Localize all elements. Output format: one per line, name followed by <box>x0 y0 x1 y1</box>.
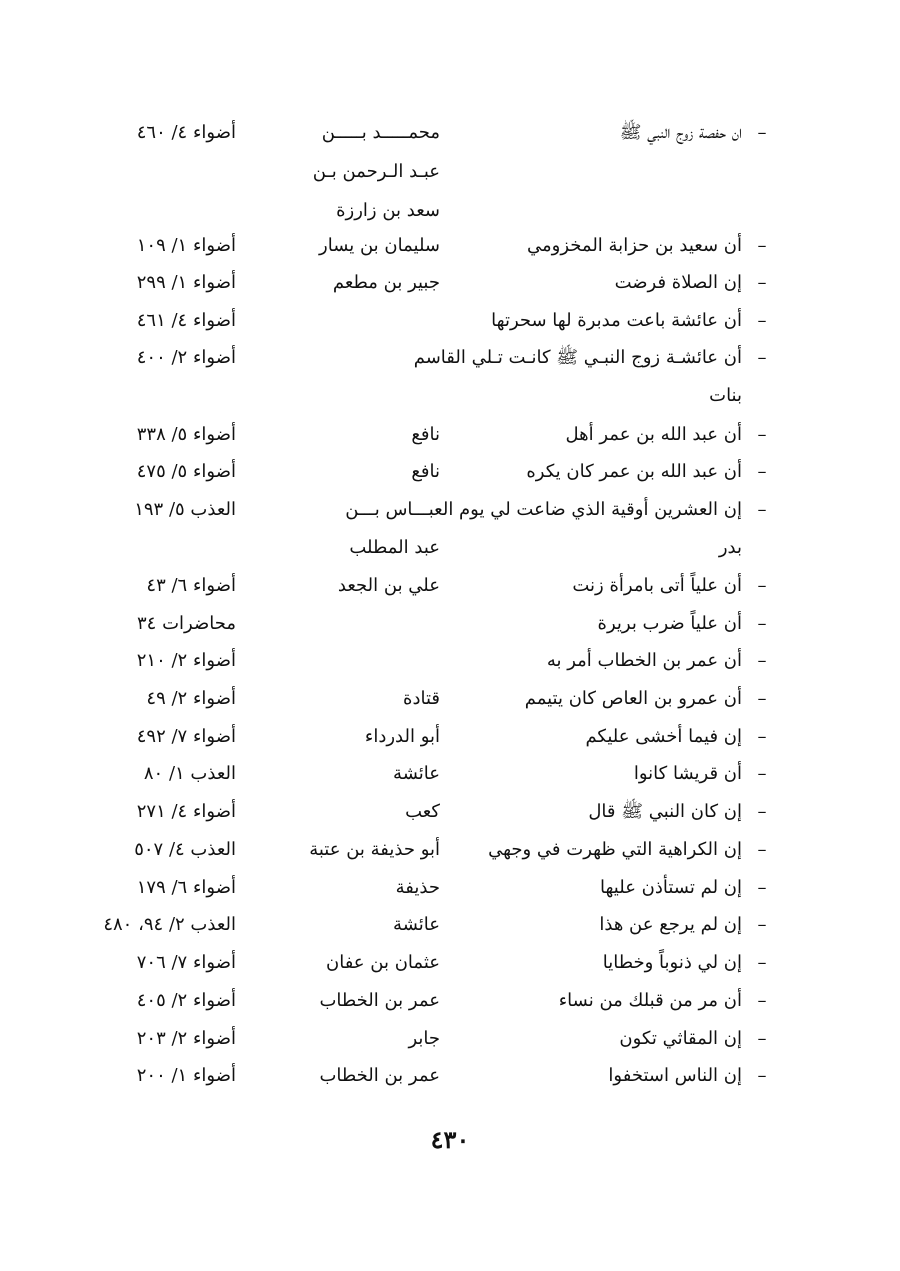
narrator: حذيفة <box>395 877 440 898</box>
entry-dash: – <box>757 877 767 898</box>
index-entry <box>0 495 900 531</box>
source-reference: أضواء ٧/ ٧٠٦ <box>136 952 236 973</box>
index-entry <box>0 873 900 909</box>
source-reference: أضواء ٤/ ٤٦١ <box>136 310 236 331</box>
index-entry <box>0 910 900 946</box>
index-entry <box>0 343 900 379</box>
hadith-incipit: إن لم تستأذن عليها <box>600 877 742 898</box>
entry-dash: – <box>757 272 767 293</box>
index-entry <box>0 759 900 795</box>
hadith-incipit: أن مر من قبلك من نساء <box>558 990 742 1011</box>
index-entry-continuation <box>0 381 900 417</box>
index-entry <box>0 420 900 456</box>
source-reference: محاضرات ٣٤ <box>137 613 236 634</box>
index-entry <box>0 609 900 645</box>
narrator: نافع <box>411 424 440 445</box>
entry-dash: – <box>757 575 767 596</box>
source-reference: العذب ٢/ ٩٤، ٤٨٠ <box>103 914 236 935</box>
narrator: علي بن الجعد <box>337 575 440 596</box>
narrator: عائشة <box>393 763 440 784</box>
hadith-incipit: إن العشرين أوقية الذي ضاعت لي يوم العبـــاس بـــن <box>345 499 742 520</box>
entry-dash: – <box>757 613 767 634</box>
source-reference: أضواء ١/ ١٠٩ <box>136 235 236 256</box>
hadith-incipit: أن سعيد بن حزابة المخزومي <box>527 235 742 256</box>
index-entry <box>0 948 900 984</box>
narrator: سليمان بن يسار <box>319 235 440 256</box>
entry-dash: – <box>757 839 767 860</box>
narrator: عبـد الـرحمن بـن <box>312 161 440 182</box>
hadith-incipit: إن الناس استخفوا <box>608 1065 742 1086</box>
narrator: عمر بن الخطاب <box>319 990 440 1011</box>
narrator: عائشة <box>393 914 440 935</box>
hadith-incipit: أن عبد الله بن عمر أهل <box>565 424 742 445</box>
index-entry <box>0 268 900 304</box>
entry-dash: – <box>757 122 767 143</box>
index-entry-continuation <box>0 533 900 569</box>
hadith-incipit: إن لم يرجع عن هذا <box>599 914 742 935</box>
index-entry <box>0 835 900 871</box>
source-reference: العذب ٥/ ١٩٣ <box>134 499 236 520</box>
source-reference: أضواء ١/ ٢٩٩ <box>136 272 236 293</box>
source-reference: أضواء ١/ ٢٠٠ <box>136 1065 236 1086</box>
source-reference: أضواء ٢/ ٤٠٥ <box>136 990 236 1011</box>
page-number: ٤٣٠ <box>430 1125 470 1154</box>
hadith-incipit: أن علياً ضرب بريرة <box>597 613 742 634</box>
hadith-incipit: ان حفصة زوج النبي ﷺ <box>619 122 742 143</box>
index-entry <box>0 684 900 720</box>
hadith-incipit: إن لي ذنوباً وخطايا <box>602 952 742 973</box>
entry-dash: – <box>757 1065 767 1086</box>
source-reference: أضواء ٢/ ٢١٠ <box>136 650 236 671</box>
index-entry <box>0 646 900 682</box>
narrator: سعد بن زارزة <box>336 200 440 221</box>
hadith-incipit-continuation: بدر <box>718 537 742 558</box>
entry-dash: – <box>757 499 767 520</box>
index-entry <box>0 986 900 1022</box>
index-entry <box>0 722 900 758</box>
source-reference: العذب ٤/ ٥٠٧ <box>134 839 236 860</box>
hadith-incipit: أن عبد الله بن عمر كان يكره <box>526 461 742 482</box>
source-reference: أضواء ٧/ ٤٩٢ <box>136 726 236 747</box>
source-reference: أضواء ٥/ ٤٧٥ <box>136 461 236 482</box>
index-entry-continuation <box>0 196 900 232</box>
narrator: محمـــــد بـــــن <box>321 122 440 143</box>
hadith-incipit: إن فيما أخشى عليكم <box>585 726 742 747</box>
source-reference: العذب ١/ ٨٠ <box>143 763 236 784</box>
narrator: عبد المطلب <box>349 537 440 558</box>
entry-dash: – <box>757 914 767 935</box>
entry-dash: – <box>757 688 767 709</box>
narrator: قتادة <box>403 688 440 709</box>
entry-dash: – <box>757 990 767 1011</box>
source-reference: أضواء ٢/ ٤٠٠ <box>136 347 236 368</box>
narrator: أبو الدرداء <box>364 726 440 747</box>
hadith-incipit: إن كان النبي ﷺ قال <box>588 801 742 822</box>
source-reference: أضواء ٢/ ٢٠٣ <box>136 1028 236 1049</box>
index-entry <box>0 457 900 493</box>
source-reference: أضواء ٥/ ٣٣٨ <box>136 424 236 445</box>
hadith-incipit: إن الكراهية التي ظهرت في وجهي <box>488 839 742 860</box>
narrator: أبو حذيفة بن عتبة <box>309 839 440 860</box>
narrator: كعب <box>405 801 440 822</box>
narrator: عمر بن الخطاب <box>319 1065 440 1086</box>
index-entry <box>0 231 900 267</box>
hadith-incipit: إن المقاثي تكون <box>619 1028 742 1049</box>
entry-dash: – <box>757 461 767 482</box>
entry-dash: – <box>757 650 767 671</box>
hadith-incipit: أن علياً أتى بامرأة زنت <box>572 575 742 596</box>
entry-dash: – <box>757 726 767 747</box>
source-reference: أضواء ٢/ ٤٩ <box>146 688 236 709</box>
narrator: عثمان بن عفان <box>326 952 440 973</box>
index-entry <box>0 118 900 154</box>
narrator: نافع <box>411 461 440 482</box>
entry-dash: – <box>757 310 767 331</box>
entry-dash: – <box>757 1028 767 1049</box>
entry-dash: – <box>757 763 767 784</box>
source-reference: أضواء ٤/ ٤٦٠ <box>136 122 236 143</box>
source-reference: أضواء ٦/ ٤٣ <box>146 575 236 596</box>
hadith-incipit: أن عائشة باعت مدبرة لها سحرتها <box>491 310 742 331</box>
hadith-incipit: أن عمر بن الخطاب أمر به <box>546 650 742 671</box>
index-entry-continuation <box>0 157 900 193</box>
narrator: جبير بن مطعم <box>332 272 440 293</box>
index-entry <box>0 1061 900 1097</box>
index-entry <box>0 306 900 342</box>
index-entry <box>0 797 900 833</box>
entry-dash: – <box>757 952 767 973</box>
entry-dash: – <box>757 424 767 445</box>
hadith-incipit: إن الصلاة فرضت <box>614 272 742 293</box>
hadith-incipit: أن عمرو بن العاص كان يتيمم <box>524 688 742 709</box>
index-entry <box>0 1024 900 1060</box>
entry-dash: – <box>757 801 767 822</box>
hadith-incipit-continuation: بنات <box>709 385 742 406</box>
narrator: جابر <box>408 1028 440 1049</box>
source-reference: أضواء ٦/ ١٧٩ <box>136 877 236 898</box>
hadith-incipit: أن قريشا كانوا <box>633 763 742 784</box>
source-reference: أضواء ٤/ ٢٧١ <box>136 801 236 822</box>
entry-dash: – <box>757 235 767 256</box>
entry-dash: – <box>757 347 767 368</box>
index-entry <box>0 571 900 607</box>
hadith-incipit: أن عائشـة زوج النبـي ﷺ كانـت تـلي القاسم <box>413 347 742 368</box>
